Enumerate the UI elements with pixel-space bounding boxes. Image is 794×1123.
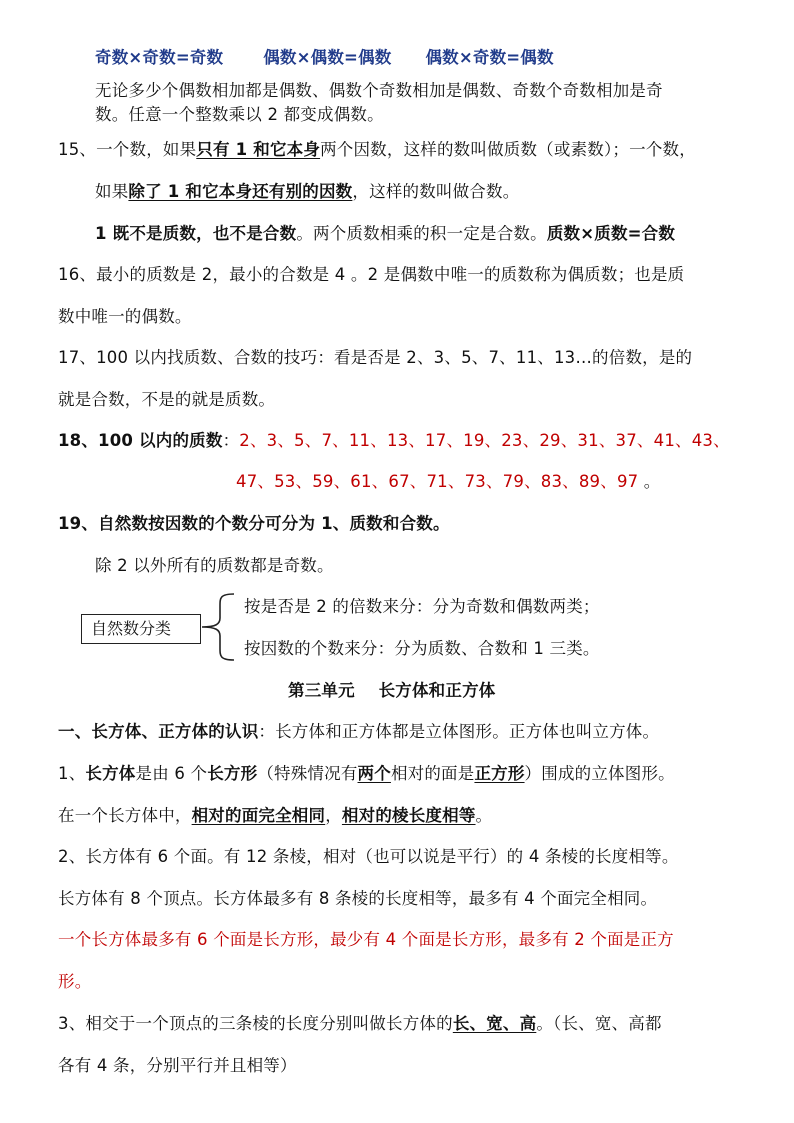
p1-d: 长方形 xyxy=(207,764,258,783)
unit3-p2-red1: 一个长方体最多有 6 个面是长方形，最少有 4 个面是长方形，最多有 2 个面是正方 xyxy=(58,930,674,949)
unit3-p2-line2: 长方体有 8 个顶点。长方体最多有 8 条棱的长度相等，最多有 4 个面完全相同。 xyxy=(58,889,658,908)
parity-rules-line xyxy=(95,47,554,69)
p1b-e: 。 xyxy=(475,806,493,825)
rule-even-odd: 偶数×奇数=偶数 xyxy=(425,48,554,67)
p1-f: 两个 xyxy=(357,764,391,783)
item16-line2: 数中唯一的偶数。 xyxy=(58,307,192,326)
item18-label: 18、100 以内的质数 xyxy=(58,431,223,450)
classification-branch-2: 按因数的个数来分：分为质数、合数和 1 三类。 xyxy=(244,639,600,658)
unit3-p2-red2: 形。 xyxy=(58,972,92,991)
item18-line1 xyxy=(58,430,730,452)
item15-d: 如果 xyxy=(95,182,129,201)
classification-box xyxy=(81,614,201,644)
p1-b: 长方体 xyxy=(85,764,136,783)
p1b-a: 在一个长方体中， xyxy=(58,806,192,825)
parity-note-line2: 数。任意一个整数乘以 2 都变成偶数。 xyxy=(95,105,384,124)
item15-c: 两个因数，这样的数叫做质数（或素数）；一个数， xyxy=(320,140,696,159)
item15-g: 1 既不是质数，也不是合数 xyxy=(95,224,297,243)
unit3-s1 xyxy=(58,721,659,743)
p1-a: 1、 xyxy=(58,764,86,783)
primes-list-1: 2、3、5、7、11、13、17、19、23、29、31、37、41、43、 xyxy=(239,431,730,450)
p1-h: 正方形 xyxy=(474,764,525,783)
item15-a: 15、一个数，如果 xyxy=(58,140,197,159)
item15-line1 xyxy=(58,139,696,161)
p3-b: 长、宽、高 xyxy=(452,1014,537,1033)
p3-a: 3、相交于一个顶点的三条棱的长度分别叫做长方体的 xyxy=(58,1014,453,1033)
item15-line2 xyxy=(95,181,519,203)
rule-odd-odd: 奇数×奇数=奇数 xyxy=(95,48,224,67)
p1-i: ）围成的立体图形。 xyxy=(524,764,675,783)
p1b-c: ， xyxy=(325,806,342,825)
item15-f: ，这样的数叫做合数。 xyxy=(352,182,520,201)
p3-c: 。（长、宽、高都 xyxy=(536,1014,662,1033)
p1-g: 相对的面是 xyxy=(390,764,475,783)
parity-note-line1: 无论多少个偶数相加都是偶数、偶数个奇数相加是偶数、奇数个奇数相加是奇 xyxy=(95,81,663,100)
item17-line1: 17、100 以内找质数、合数的技巧：看是否是 2、3、5、7、11、13…的倍数，是的 xyxy=(58,348,693,367)
item18-line2 xyxy=(236,471,661,493)
p1-e: （特殊情况有 xyxy=(257,764,358,783)
unit3-p2-line1: 2、长方体有 6 个面。有 12 条棱，相对（也可以说是平行）的 4 条棱的长度相等。 xyxy=(58,847,679,866)
unit3-p3-line1 xyxy=(58,1013,662,1035)
item15-b: 只有 1 和它本身 xyxy=(196,140,321,159)
item19-note: 除 2 以外所有的质数都是奇数。 xyxy=(95,556,334,575)
unit3-p3-line2: 各有 4 条，分别平行并且相等） xyxy=(58,1056,297,1075)
p1-c: 是由 6 个 xyxy=(135,764,208,783)
unit3-s1-text: ：长方体和正方体都是立体图形。正方体也叫立方体。 xyxy=(258,722,660,741)
unit3-p1-line1 xyxy=(58,763,675,785)
rule-even-even: 偶数×偶数=偶数 xyxy=(263,48,392,67)
item16-line1: 16、最小的质数是 2，最小的合数是 4 。2 是偶数中唯一的质数称为偶质数；也是质 xyxy=(58,265,685,284)
unit3-heading: 第三单元 长方体和正方体 xyxy=(288,681,496,700)
item15-line3 xyxy=(95,223,675,245)
item15-i: 质数×质数=合数 xyxy=(546,224,676,243)
classification-box-label: 自然数分类 xyxy=(91,619,172,638)
unit3-s1-title: 一、长方体、正方体的认识 xyxy=(58,722,259,741)
primes-list-2: 47、53、59、61、67、71、73、79、83、89、97 xyxy=(236,472,639,491)
p1b-d: 相对的棱长度相等 xyxy=(341,806,476,825)
classification-branch-1: 按是否是 2 的倍数来分：分为奇数和偶数两类； xyxy=(244,597,600,616)
item15-h: 。两个质数相乘的积一定是合数。 xyxy=(296,224,547,243)
item18-end: 。 xyxy=(638,472,661,491)
brace-icon xyxy=(198,592,238,662)
item17-line2: 就是合数，不是的就是质数。 xyxy=(58,390,276,409)
item18-colon: ： xyxy=(222,431,240,450)
unit3-p1-line2 xyxy=(58,805,492,827)
item19-title: 19、自然数按因数的个数分可分为 1、质数和合数。 xyxy=(58,514,450,533)
item15-e: 除了 1 和它本身还有别的因数 xyxy=(128,182,353,201)
p1b-b: 相对的面完全相同 xyxy=(191,806,326,825)
